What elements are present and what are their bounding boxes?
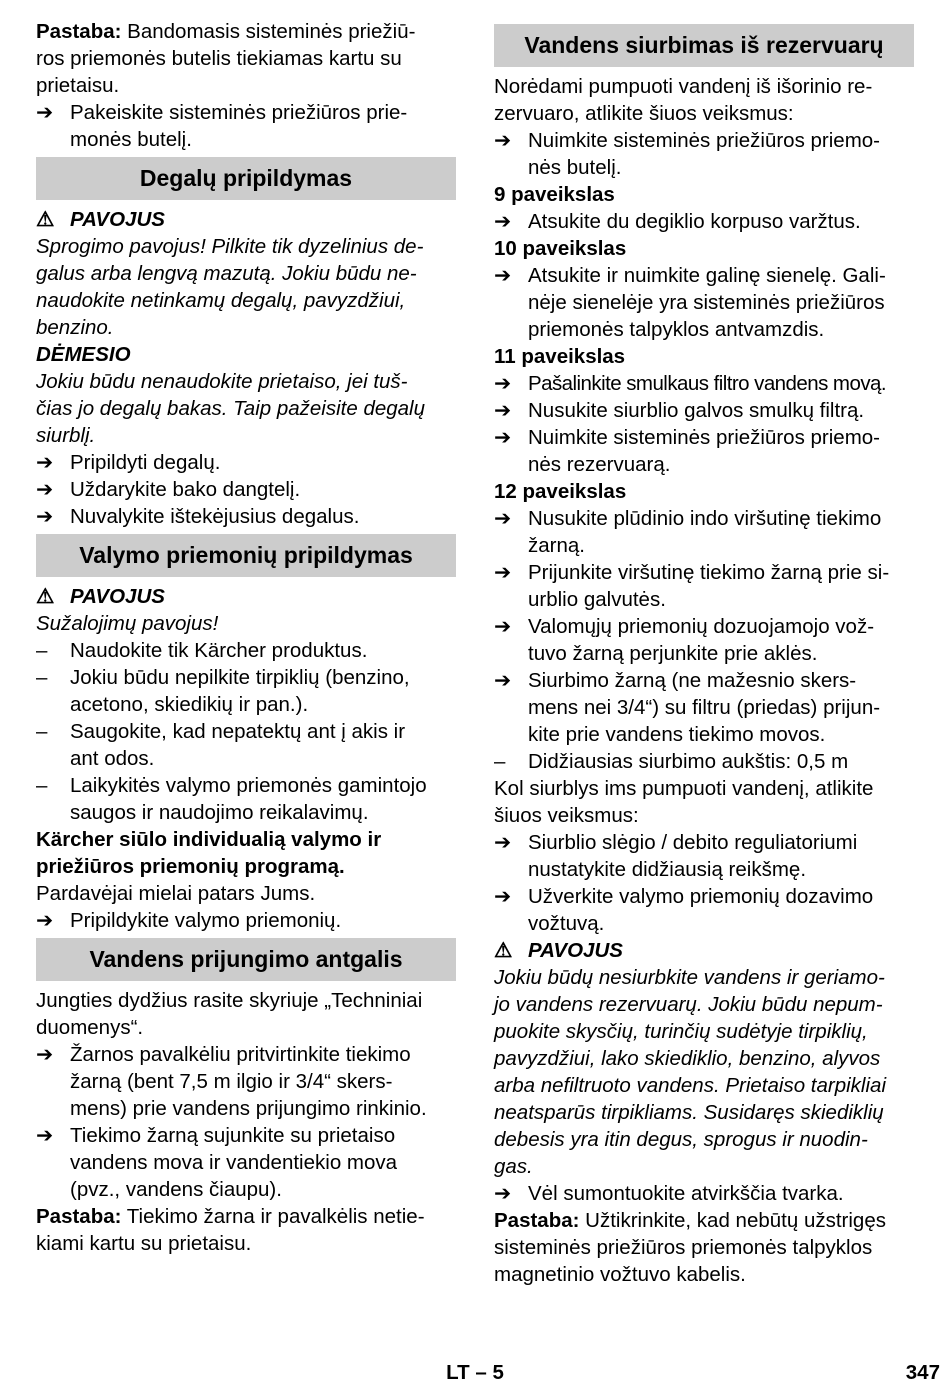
arrow-icon: ➔ [36,1124,54,1147]
dash-item: – Jokiu būdu nepilkite tirpiklių (benzino, acetono, skiedikių ir pan.). [36,666,410,716]
dash-marker: – [36,774,48,797]
paragraph: Jungties dydžius rasite skyriuje „Techniniai duomenys“. [36,989,423,1039]
arrow-icon: ➔ [36,1043,54,1066]
arrow-icon: ➔ [36,909,54,932]
figure-label: 9 paveikslas [494,183,615,206]
step-item: ➔ Tiekimo žarną sujunkite su prietaiso vandens mova ir vandentiekio mova (pvz., vandens čiaupu). [36,1124,398,1201]
step-item: ➔ Nusukite plūdinio indo viršutinę tiekimo žarną. [494,507,882,557]
step-item: ➔ Prijunkite viršutinę tiekimo žarną prie si- urblio galvutės. [494,561,890,611]
dash-item: – Naudokite tik Kärcher produktus. [36,639,368,662]
warning-icon: ⚠ [36,208,55,231]
arrow-icon: ➔ [494,1182,512,1205]
right-column [494,18,914,1288]
step-item: ➔ Nuvalykite ištekėjusius degalus. [36,505,360,528]
arrow-icon: ➔ [36,451,54,474]
attention-text: Jokiu būdu nenaudokite prietaiso, jei tuš- čias jo degalų bakas. Taip pažeisite degalų siurblį. [36,370,426,447]
text-line: monės butelį. [70,128,192,151]
arrow-icon: ➔ [494,264,512,287]
note-label: Pastaba: [36,20,122,43]
arrow-icon: ➔ [36,505,54,528]
arrow-icon: ➔ [494,561,512,584]
step-item: ➔ Valomųjų priemonių dozuojamojo vož- tuvo žarną perjunkite prie aklės. [494,615,875,665]
arrow-icon: ➔ [494,831,512,854]
text-line: Pakeiskite sisteminės priežiūros prie- [70,101,408,124]
figure-label: 11 paveikslas [494,345,626,368]
step-item: ➔ Siurbimo žarną (ne mažesnio skers- mens nei 3/4“) su filtru (priedas) prijun- kite prie vandens tiekimo movos. [494,669,881,746]
arrow-icon: ➔ [36,101,54,124]
arrow-icon: ➔ [494,885,512,908]
figure-label: 12 paveikslas [494,480,627,503]
arrow-icon: ➔ [494,507,512,530]
danger-warning [494,937,914,964]
step-item: ➔ Žarnos pavalkėliu pritvirtinkite tiekimo žarną (bent 7,5 m ilgio ir 3/4“ skers- mens) prie vandens prijungimo rinkinio. [36,1043,427,1120]
warning-label: PAVOJUS [528,939,623,962]
section-heading-cleaning-agent: Valymo priemonių pripildymas [36,534,456,577]
step-item: ➔ Vėl sumontuokite atvirkščia tvarka. [494,1182,844,1205]
arrow-icon: ➔ [36,478,54,501]
arrow-icon: ➔ [494,426,512,449]
left-column [36,18,456,1257]
note-label: Pastaba: [494,1209,580,1232]
arrow-icon: ➔ [494,210,512,233]
step-item: ➔ Pripildykite valymo priemonių. [36,909,342,932]
arrow-icon: ➔ [494,669,512,692]
danger-warning [36,206,456,233]
intro-note [36,18,456,99]
warning-icon: ⚠ [36,585,55,608]
footer-section-label: LT – 5 [446,1361,504,1384]
step-item: ➔ Uždarykite bako dangtelį. [36,478,301,501]
step-item: ➔ Atsukite du degiklio korpuso varžtus. [494,210,861,233]
warning-text: Sprogimo pavojus! Pilkite tik dyzelinius de- galus arba lengvą mazutą. Jokiu būdu ne- naudokite netinkamų degalų, pavyzdžiui, benzino. [36,235,424,339]
text-line: ros priemonės butelis tiekiamas kartu su [36,47,402,70]
attention-label: DĖMESIO [36,343,131,366]
text-line: prietaisu. [36,74,120,97]
warning-label: PAVOJUS [70,208,165,231]
paragraph: Norėdami pumpuoti vandenį iš išorinio re- zervuaro, atlikite šiuos veiksmus: [494,75,873,125]
note: Pastaba: Užtikrinkite, kad nebūtų užstrigęs sisteminės priežiūros priemonės talpyklos magnetinio vožtuvo kabelis. [494,1209,886,1286]
dash-marker: – [36,720,48,743]
note: Pastaba: Tiekimo žarna ir pavalkėlis netie- kiami kartu su prietaisu. [36,1205,425,1255]
dash-item: – Laikykitės valymo priemonės gamintojo saugos ir naudojimo reikalavimų. [36,774,427,824]
paragraph: Kol siurblys ims pumpuoti vandenį, atlikite šiuos veiksmus: [494,777,874,827]
section-heading-water-suction: Vandens siurbimas iš rezervuarų [494,24,914,67]
warning-text: Sužalojimų pavojus! [36,612,219,635]
note-label: Pastaba: [36,1205,122,1228]
text-line: Bandomasis sisteminės priežiū- [127,20,416,43]
figure-label: 10 paveikslas [494,237,627,260]
step-item [36,99,456,153]
arrow-icon: ➔ [494,129,512,152]
step-item: ➔ Nusukite siurblio galvos smulkų filtrą. [494,399,865,422]
page-number: 347 [905,1361,940,1384]
step-item: ➔ Atsukite ir nuimkite galinę sienelę. Gali- nėje sienelėje yra sisteminės priežiūros priemonės talpyklos antvamzdis. [494,264,886,341]
step-item: ➔ Nuimkite sisteminės priežiūros priemo- nės rezervuarą. [494,426,881,476]
arrow-icon: ➔ [494,615,512,638]
danger-warning [36,583,456,610]
arrow-icon: ➔ [494,372,512,395]
section-heading-water-connection: Vandens prijungimo antgalis [36,938,456,981]
step-item: ➔ Nuimkite sisteminės priežiūros priemo- nės butelį. [494,129,881,179]
arrow-icon: ➔ [494,399,512,422]
paragraph: Pardavėjai mielai patars Jums. [36,882,316,905]
step-item: ➔ Pašalinkite smulkaus filtro vandens movą. [494,372,887,395]
dash-item: – Didžiausias siurbimo aukštis: 0,5 m [494,750,849,773]
step-item: ➔ Pripildyti degalų. [36,451,221,474]
dash-marker: – [36,639,48,662]
warning-icon: ⚠ [494,939,513,962]
step-item: ➔ Užverkite valymo priemonių dozavimo vožtuvą. [494,885,874,935]
dash-item: – Saugokite, kad nepatektų ant į akis ir ant odos. [36,720,406,770]
dash-marker: – [36,666,48,689]
bold-paragraph: Kärcher siūlo individualią valymo ir priežiūros priemonių programą. [36,828,382,878]
warning-label: PAVOJUS [70,585,165,608]
warning-text: Jokiu būdų nesiurbkite vandens ir geriamo- jo vandens rezervuarų. Jokiu būdu nepum- puokite skysčių, turinčių sudėtyje tirpiklių, pavyzdžiui, lako skiediklio, benzino, alyvos arba nefiltruoto vandens. Prietaiso tarpikliai neatsparūs tirpikliams. Susidaręs skiediklių debesis yra itin degus, sprogus ir nuodin- gas. [494,966,886,1178]
section-heading-fuel: Degalų pripildymas [36,157,456,200]
step-item: ➔ Siurblio slėgio / debito reguliatoriumi nustatykite didžiausią reikšmę. [494,831,858,881]
dash-marker: – [494,750,506,773]
